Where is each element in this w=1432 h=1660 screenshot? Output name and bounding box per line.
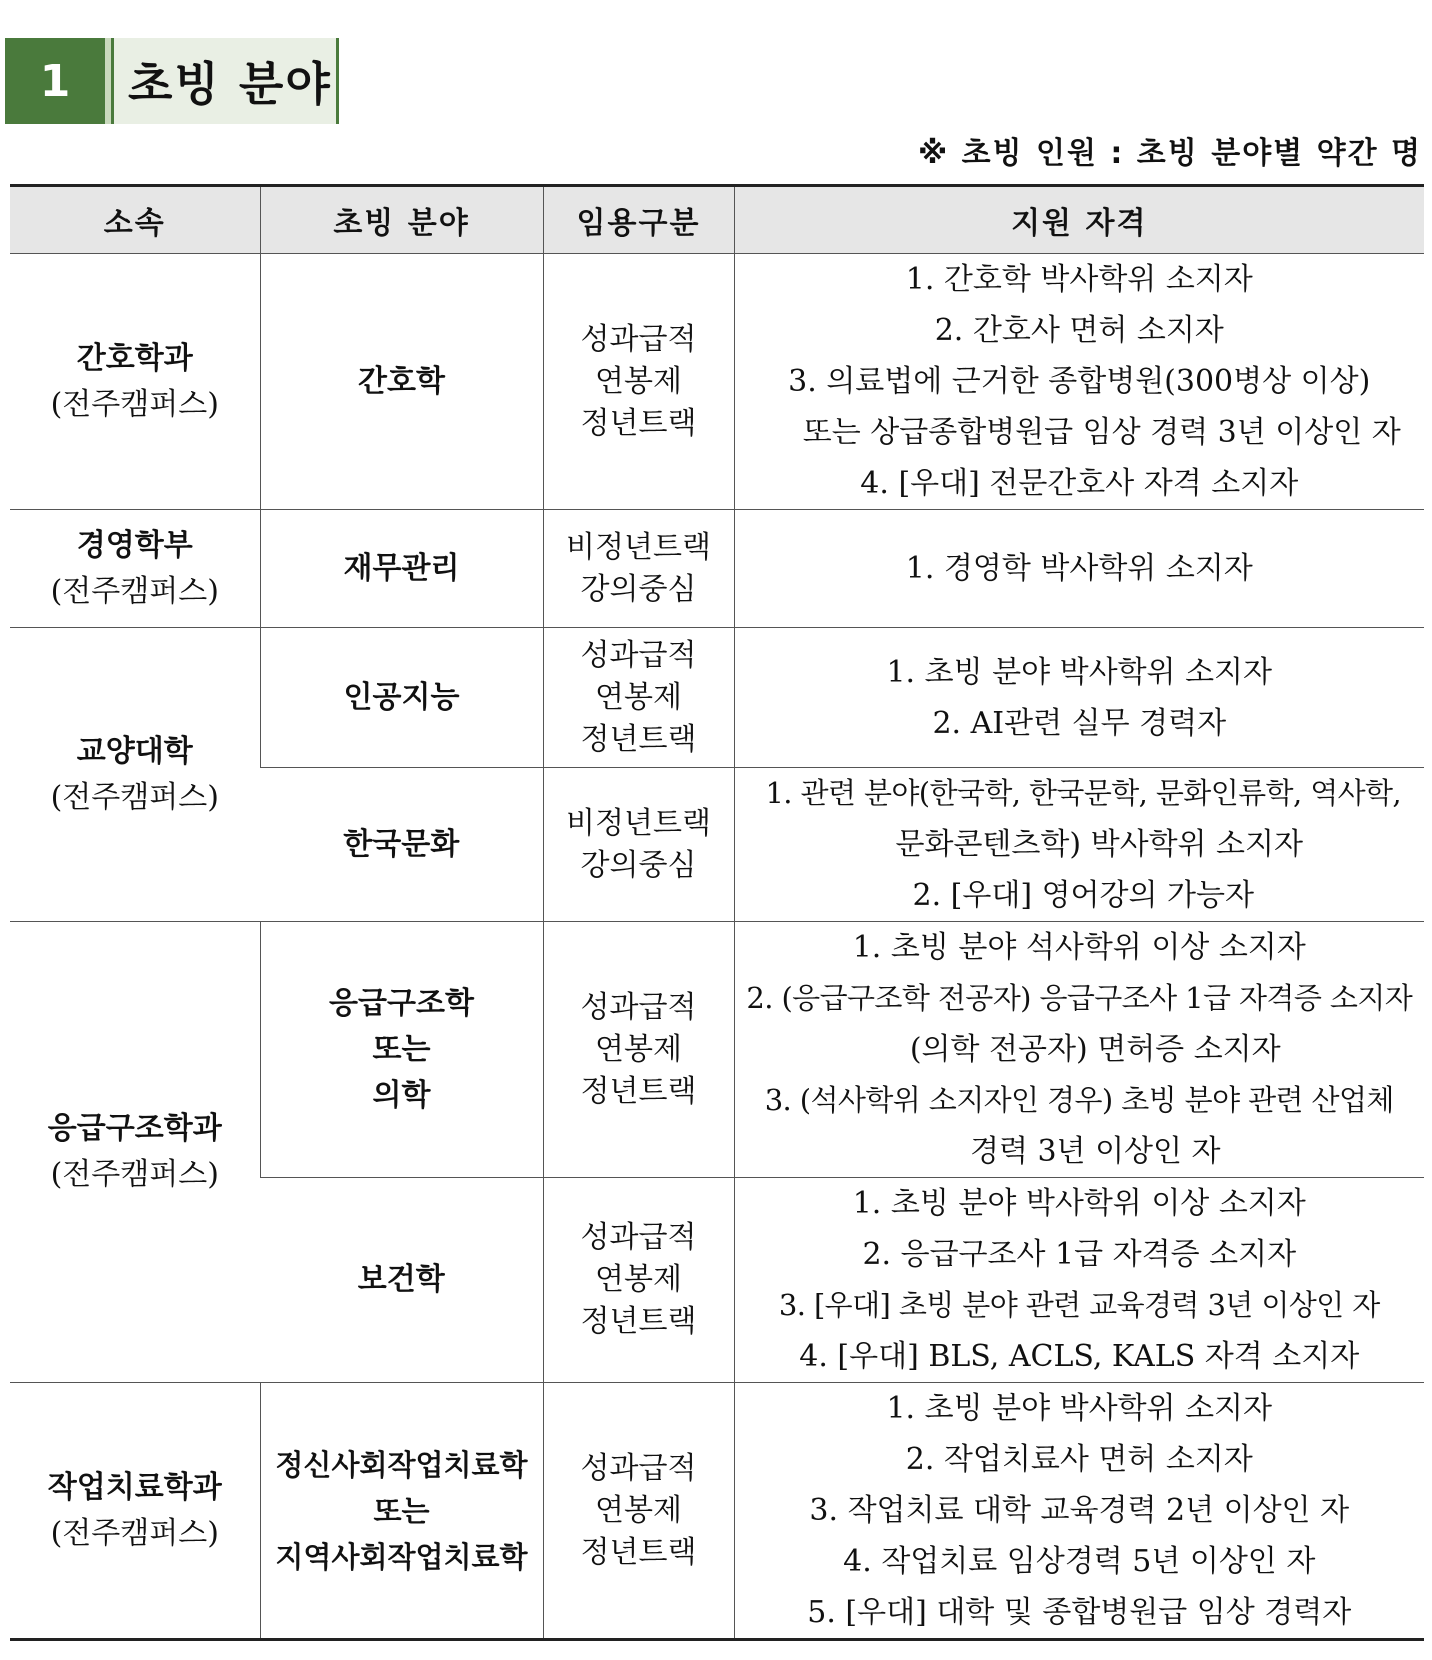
section-header — [5, 38, 339, 124]
field-cell — [260, 768, 543, 922]
field-line: 한국문화 — [343, 826, 460, 862]
table-row — [10, 510, 1424, 628]
appointment-line: 성과급적 — [580, 321, 697, 357]
qualifications-cell — [734, 510, 1424, 628]
dept-cell — [10, 254, 260, 510]
qualification-line: (의학 전공자) 면허증 소지자 — [909, 1032, 1281, 1067]
header-affiliation: 소속 — [10, 186, 260, 254]
qualification-line: 2. 응급구조사 1급 자격증 소지자 — [862, 1237, 1297, 1272]
field-line: 또는 — [373, 1493, 430, 1528]
qualifications-cell — [734, 254, 1424, 510]
header-field: 초빙 분야 — [260, 186, 543, 254]
appointment-line: 성과급적 — [580, 1220, 697, 1255]
dept-cell — [10, 922, 260, 1383]
qualification-line: 1. 경영학 박사학위 소지자 — [905, 551, 1253, 586]
appointment-line: 정년트랙 — [580, 405, 697, 441]
qualification-line: 2. 작업치료사 면허 소지자 — [905, 1442, 1253, 1477]
qualification-line: 3. 의료법에 근거한 종합병원(300병상 이상) — [788, 364, 1371, 399]
qualification-line: 또는 상급종합병원급 임상 경력 3년 이상인 자 — [802, 415, 1401, 450]
field-cell — [260, 1383, 543, 1640]
appointment-line: 정년트랙 — [580, 721, 697, 757]
qualification-line: 1. 관련 분야(한국학, 한국문학, 문화인류학, 역사학, — [765, 776, 1402, 810]
recruitment-note: ※ 초빙 인원 : 초빙 분야별 약간 명 — [917, 136, 1422, 171]
qualifications-cell — [734, 628, 1424, 768]
qualification-line: 1. 간호학 박사학위 소지자 — [905, 262, 1253, 297]
dept-cell — [10, 510, 260, 628]
table-row — [10, 1383, 1424, 1640]
appointment-line: 연봉제 — [595, 1262, 682, 1297]
qualification-line: 경력 3년 이상인 자 — [969, 1134, 1221, 1169]
field-line: 재무관리 — [343, 550, 460, 586]
appointment-line: 정년트랙 — [580, 1534, 697, 1570]
qualification-line: 3. (석사학위 소지자인 경우) 초빙 분야 관련 산업체 — [764, 1083, 1394, 1117]
qualification-line: 4. 작업치료 임상경력 5년 이상인 자 — [843, 1544, 1316, 1579]
field-cell — [260, 922, 543, 1178]
appointment-line: 연봉제 — [595, 1031, 682, 1067]
field-line: 인공지능 — [343, 679, 460, 715]
qualification-line: 1. 초빙 분야 석사학위 이상 소지자 — [852, 930, 1306, 965]
field-line: 정신사회작업치료학 — [275, 1447, 528, 1482]
qualifications-cell — [734, 1383, 1424, 1640]
appointment-cell — [543, 628, 734, 768]
appointment-cell — [543, 768, 734, 922]
dept-name: 응급구조학과 — [47, 1111, 222, 1146]
dept-campus: (전주캠퍼스) — [50, 1157, 219, 1192]
qualification-line: 4. [우대] BLS, ACLS, KALS 자격 소지자 — [799, 1339, 1360, 1374]
appointment-cell — [543, 254, 734, 510]
appointment-line: 정년트랙 — [580, 1304, 697, 1339]
dept-campus: (전주캠퍼스) — [50, 779, 219, 815]
field-cell — [260, 1178, 543, 1383]
table-row — [10, 628, 1424, 768]
qualification-line: 1. 초빙 분야 박사학위 소지자 — [886, 654, 1273, 690]
qualification-line: 3. 작업치료 대학 교육경력 2년 이상인 자 — [809, 1493, 1350, 1528]
qualification-line: 2. 간호사 면허 소지자 — [934, 313, 1224, 348]
table-row — [10, 922, 1424, 1178]
field-line: 또는 — [372, 1031, 431, 1067]
field-line: 지역사회작업치료학 — [275, 1539, 528, 1574]
dept-cell — [10, 628, 260, 922]
section-title: 초빙 분야 — [111, 38, 339, 124]
qualification-line: 1. 초빙 분야 박사학위 소지자 — [886, 1391, 1273, 1426]
appointment-cell — [543, 1383, 734, 1640]
qualification-line: 2. [우대] 영어강의 가능자 — [912, 878, 1254, 913]
qualification-line: 1. 초빙 분야 박사학위 이상 소지자 — [852, 1186, 1306, 1221]
qualification-line: 3. [우대] 초빙 분야 관련 교육경력 3년 이상인 자 — [778, 1288, 1380, 1322]
dept-campus: (전주캠퍼스) — [50, 386, 219, 422]
dept-cell — [10, 1383, 260, 1640]
recruitment-table — [10, 184, 1424, 1641]
appointment-cell — [543, 922, 734, 1178]
section-number: 1 — [5, 38, 111, 124]
qualification-line: 2. (응급구조학 전공자) 응급구조사 1급 자격증 소지자 — [746, 981, 1413, 1015]
dept-name: 경영학부 — [76, 527, 193, 563]
appointment-line: 비정년트랙 — [566, 805, 711, 841]
header-appointment: 임용구분 — [543, 186, 734, 254]
qualifications-cell — [734, 768, 1424, 922]
dept-name: 작업치료학과 — [47, 1469, 222, 1505]
appointment-line: 연봉제 — [595, 363, 682, 399]
appointment-line: 강의중심 — [580, 571, 697, 607]
appointment-line: 연봉제 — [595, 1492, 682, 1528]
dept-name: 교양대학 — [76, 733, 193, 769]
appointment-line: 성과급적 — [580, 637, 697, 673]
appointment-cell — [543, 510, 734, 628]
appointment-line: 연봉제 — [595, 679, 682, 715]
qualifications-cell — [734, 1178, 1424, 1383]
dept-name: 간호학과 — [76, 340, 193, 376]
dept-campus: (전주캠퍼스) — [50, 1515, 219, 1551]
appointment-line: 성과급적 — [580, 989, 697, 1025]
header-qualifications: 지원 자격 — [734, 186, 1424, 254]
field-line: 보건학 — [357, 1262, 445, 1297]
field-line: 응급구조학 — [329, 985, 474, 1021]
field-line: 간호학 — [358, 363, 445, 399]
appointment-cell — [543, 1178, 734, 1383]
appointment-line: 강의중심 — [580, 847, 697, 883]
qualification-line: 문화콘텐츠학) 박사학위 소지자 — [895, 827, 1304, 862]
appointment-line: 비정년트랙 — [566, 529, 711, 565]
table-row — [10, 254, 1424, 510]
table-header-row — [10, 186, 1424, 254]
qualification-line: 4. [우대] 전문간호사 자격 소지자 — [860, 466, 1299, 501]
appointment-line: 정년트랙 — [580, 1073, 697, 1109]
field-cell — [260, 510, 543, 628]
appointment-line: 성과급적 — [580, 1450, 697, 1486]
field-cell — [260, 254, 543, 510]
qualification-line: 2. AI관련 실무 경력자 — [932, 705, 1227, 741]
qualification-line: 5. [우대] 대학 및 종합병원급 임상 경력자 — [807, 1595, 1352, 1630]
field-cell — [260, 628, 543, 768]
dept-campus: (전주캠퍼스) — [50, 573, 219, 609]
field-line: 의학 — [372, 1077, 431, 1113]
qualifications-cell — [734, 922, 1424, 1178]
